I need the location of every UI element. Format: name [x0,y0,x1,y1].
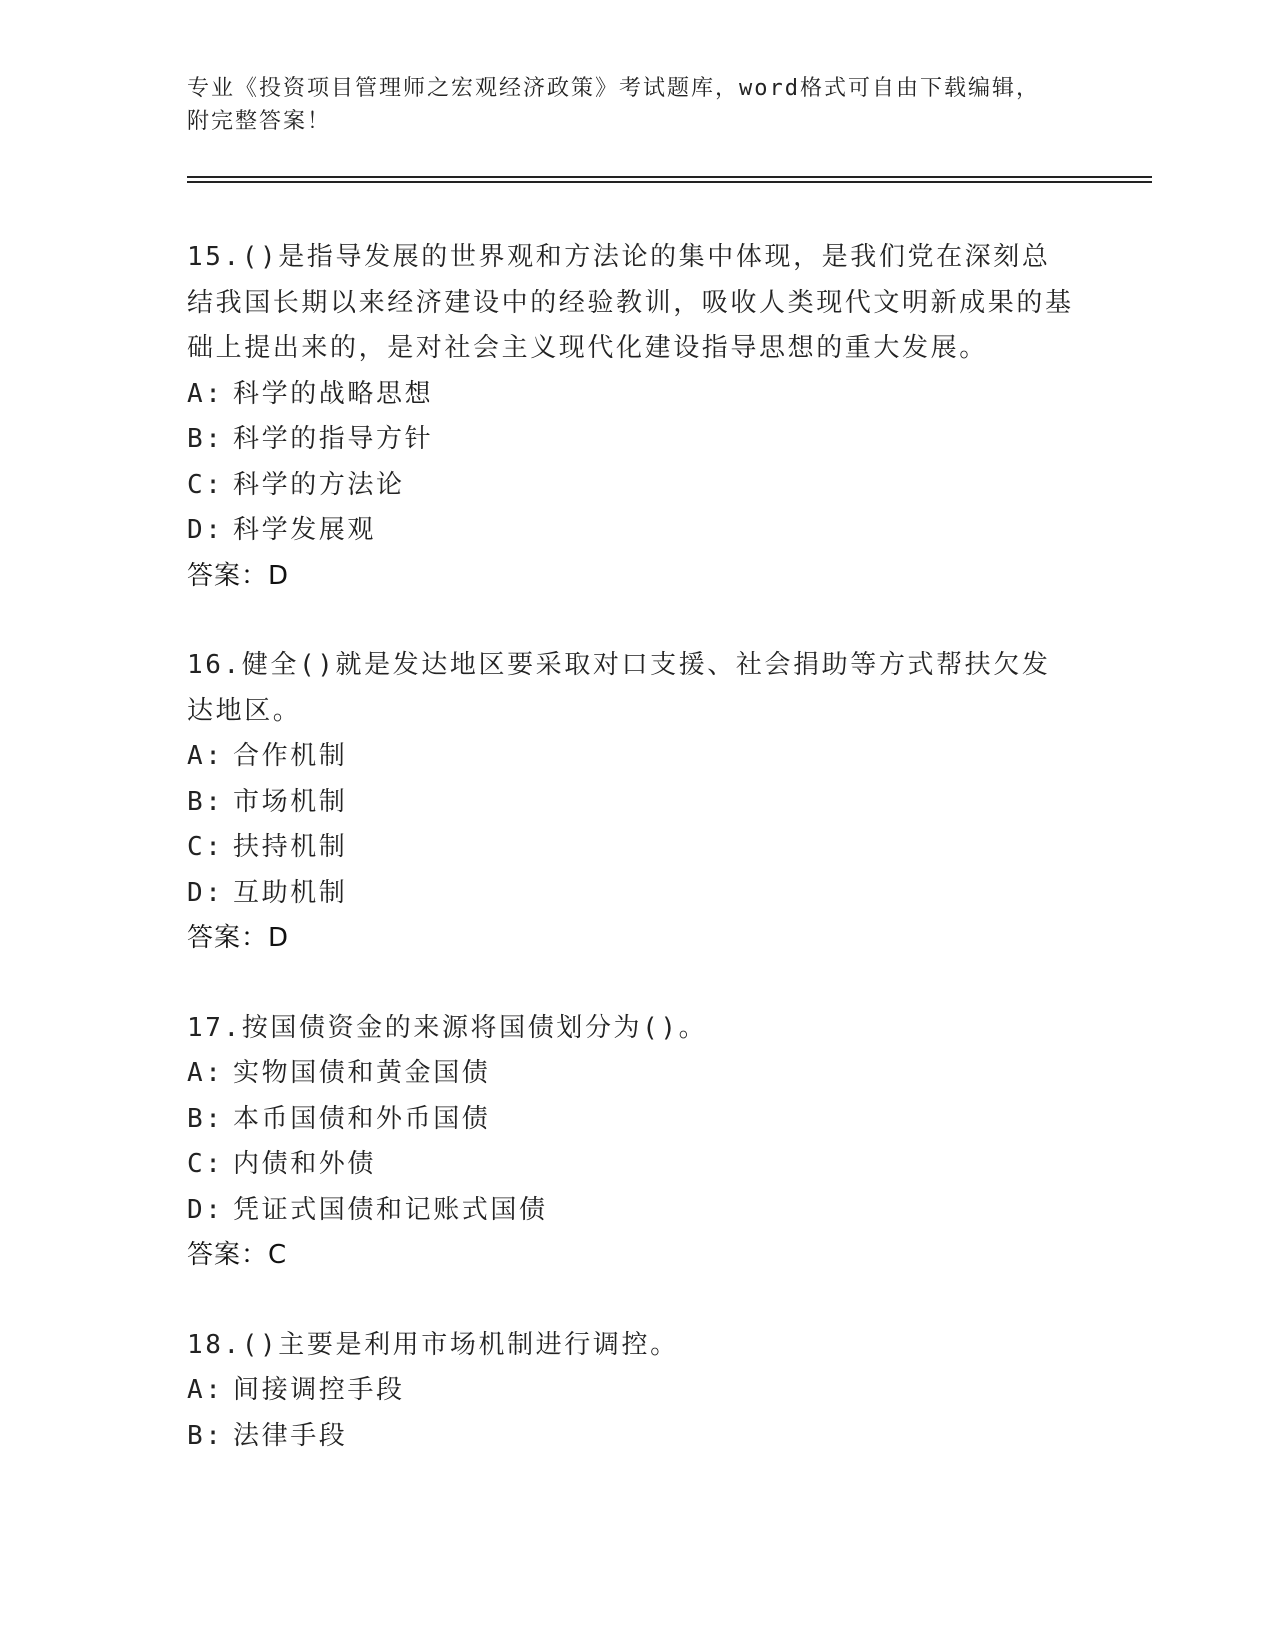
answer-line: 答案：C [187,1240,288,1270]
option-text: 科学的方法论 [233,469,405,500]
option-key: C: [187,469,224,500]
option-key: B: [187,1103,224,1134]
option-c [187,463,1077,509]
question-stem: 15.()是指导发展的世界观和方法论的集中体现，是我们党在深刻总结我国长期以来经济建设中的经验教训，吸收人类现代文明新成果的基础上提出来的，是对社会主义现代化建设指导思想的重大发展。 [187,242,1074,363]
question-18 [187,1323,1077,1460]
option-key: A: [187,1375,224,1405]
option-key: B: [187,786,224,817]
answer-line: 答案：D [187,923,290,953]
option-text: 科学的指导方针 [233,424,434,454]
option-b [187,1097,1077,1143]
question-16 [187,643,1077,962]
option-text: 实物国债和黄金国债 [233,1058,491,1088]
option-d [187,508,1077,554]
option-b [187,417,1077,463]
option-text: 间接调控手段 [233,1375,405,1405]
question-17 [187,1006,1077,1279]
option-d [187,871,1077,917]
option-text: 科学发展观 [233,515,377,545]
question-stem: 16.健全()就是发达地区要采取对口支援、社会捐助等方式帮扶欠发达地区。 [187,650,1051,726]
option-key: C: [187,1149,224,1179]
option-a [187,734,1077,780]
option-b [187,780,1077,826]
header-line-1: 专业《投资项目管理师之宏观经济政策》考试题库，word格式可自由下载编辑， [187,76,1040,101]
option-c [187,1142,1077,1188]
option-text: 内债和外债 [233,1149,377,1179]
option-key: C: [187,832,224,862]
option-key: D: [187,877,224,908]
option-key: A: [187,1058,224,1088]
option-text: 互助机制 [233,877,348,908]
option-key: D: [187,515,224,545]
answer-line: 答案：D [187,560,290,591]
option-key: B: [187,1420,224,1451]
option-a [187,1368,1077,1414]
question-stem: 18.()主要是利用市场机制进行调控。 [187,1329,679,1360]
option-text: 合作机制 [233,741,348,771]
header-divider-top [187,176,1152,178]
option-d [187,1188,1077,1234]
option-text: 本币国债和外币国债 [233,1103,491,1134]
option-c [187,825,1077,871]
option-text: 凭证式国债和记账式国债 [233,1194,548,1225]
option-text: 科学的战略思想 [233,378,434,409]
question-15 [187,235,1077,599]
option-text: 法律手段 [233,1420,348,1451]
option-a [187,1051,1077,1097]
document-header [187,72,1087,138]
option-key: B: [187,424,224,454]
option-b [187,1414,1077,1460]
option-key: A: [187,378,224,409]
option-key: A: [187,741,224,771]
option-text: 扶持机制 [233,832,348,862]
header-line-2: 附完整答案！ [187,109,332,134]
option-a [187,372,1077,418]
option-text: 市场机制 [233,786,348,817]
question-stem: 17.按国债资金的来源将国债划分为()。 [187,1012,708,1043]
option-key: D: [187,1194,224,1225]
question-list [187,235,1077,1503]
header-divider-bottom [187,181,1152,183]
